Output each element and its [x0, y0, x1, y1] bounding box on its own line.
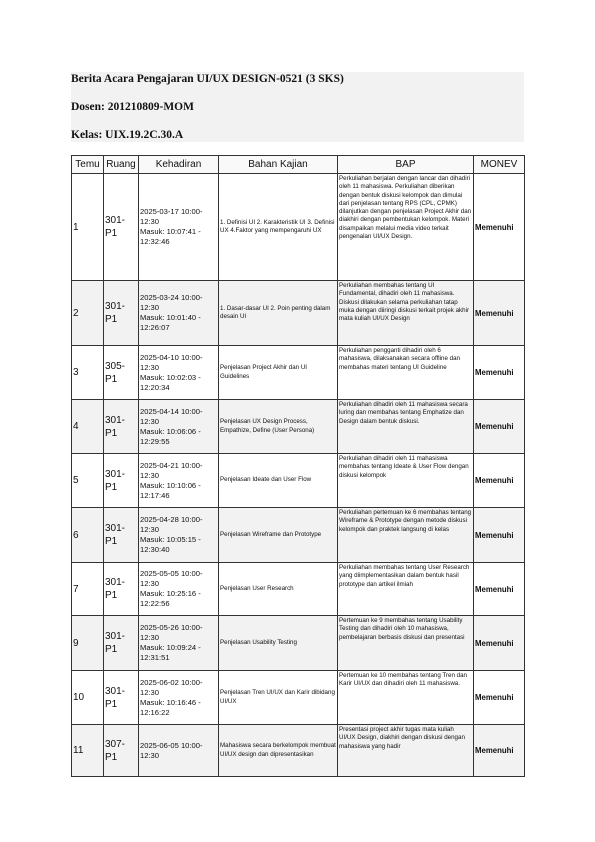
document-title: Berita Acara Pengajaran UI/UX DESIGN-0521 (3 SKS) — [71, 73, 344, 85]
cell-temu: 6 — [72, 508, 104, 563]
cell-ruang: 301-P1 — [104, 281, 139, 346]
schedule-time: 2025-03-24 10:00-12:30 — [140, 293, 203, 312]
cell-bahan-kajian: Mahasiswa secara berkelompok membuat UI/UX design dan dipresentasikan — [219, 725, 338, 777]
cell-kehadiran — [139, 563, 219, 616]
cell-monev: Memenuhi — [474, 563, 525, 616]
cell-bahan-kajian: Penjelasan Usability Testing — [219, 616, 338, 671]
schedule-time: 2025-05-05 10:00-12:30 — [140, 569, 203, 588]
cell-kehadiran — [139, 725, 219, 777]
cell-kehadiran — [139, 508, 219, 563]
check-in-time: Masuk: 10:25:16 - 12:22:56 — [140, 589, 201, 608]
column-header-ruang: Ruang — [104, 156, 139, 174]
cell-temu: 5 — [72, 454, 104, 508]
cell-monev: Memenuhi — [474, 671, 525, 725]
check-in-time: Masuk: 10:10:06 - 12:17:46 — [140, 480, 201, 500]
column-header-temu: Temu — [72, 156, 104, 174]
cell-kehadiran — [139, 174, 219, 281]
cell-bahan-kajian: Penjelasan Project Akhir dan UI Guidelines — [219, 346, 338, 400]
table-row — [72, 346, 525, 400]
cell-ruang: 307-P1 — [104, 725, 139, 777]
cell-ruang: 301-P1 — [104, 563, 139, 616]
table-header-row — [72, 156, 525, 174]
cell-kehadiran — [139, 281, 219, 346]
check-in-time: Masuk: 10:07:41 - 12:32:46 — [140, 227, 201, 246]
cell-bahan-kajian: Penjelasan Ideate dan User Flow — [219, 454, 338, 508]
cell-monev: Memenuhi — [474, 616, 525, 671]
cell-ruang: 301-P1 — [104, 454, 139, 508]
cell-bap: Perkuliahan dihadiri oleh 11 mahasiswa membahas tentang Ideate & User Flow dengan diskusi kelompok — [338, 454, 474, 508]
cell-ruang: 301-P1 — [104, 174, 139, 281]
check-in-time: Masuk: 10:02:03 - 12:20:34 — [140, 372, 201, 392]
cell-kehadiran — [139, 400, 219, 454]
cell-kehadiran — [139, 454, 219, 508]
table-row — [72, 563, 525, 616]
cell-bap: Perkuliahan dihadiri oleh 11 mahasiswa secara luring dan membahas tentang Emphatize dan Design dalam bentuk diskusi. — [338, 400, 474, 454]
schedule-time: 2025-03-17 10:00-12:30 — [140, 207, 203, 226]
schedule-time: 2025-06-05 10:00-12:30 — [140, 740, 203, 760]
check-in-time: Masuk: 10:05:15 - 12:30:40 — [140, 535, 201, 554]
cell-monev: Memenuhi — [474, 400, 525, 454]
check-in-time: Masuk: 10:01:40 - 12:26:07 — [140, 313, 201, 332]
cell-monev: Memenuhi — [474, 346, 525, 400]
cell-bahan-kajian: 1. Definisi UI 2. Karakteristik UI 3. Definisi UX 4.Faktor yang mempengaruhi UX — [219, 174, 338, 281]
cell-temu: 3 — [72, 346, 104, 400]
lecturer-line: Dosen: 201210809-MOM — [71, 101, 194, 113]
schedule-time: 2025-04-10 10:00-12:30 — [140, 352, 203, 372]
cell-bahan-kajian: Penjelasan Wireframe dan Prototype — [219, 508, 338, 563]
table-row — [72, 281, 525, 346]
cell-bap: Pertemuan ke 10 membahas tentang Tren dan Karir UI/UX dan dihadiri oleh 11 mahasiswa. — [338, 671, 474, 725]
check-in-time: Masuk: 10:06:06 - 12:29:55 — [140, 426, 201, 446]
cell-bahan-kajian: Penjelasan UX Design Process, Empathize, Define (User Persona) — [219, 400, 338, 454]
cell-bap: Pertemuan ke 9 membahas tentang Usability Testing dan dihadiri oleh 10 mahasiswa, pembelajaran berbasis diskusi dan presentasi — [338, 616, 474, 671]
column-header-bap: BAP — [338, 156, 474, 174]
cell-temu: 11 — [72, 725, 104, 777]
cell-ruang: 305-P1 — [104, 346, 139, 400]
cell-bahan-kajian: Penjelasan User Research — [219, 563, 338, 616]
cell-temu: 2 — [72, 281, 104, 346]
cell-ruang: 301-P1 — [104, 508, 139, 563]
table-row — [72, 400, 525, 454]
cell-bap: Perkuliahan berjalan dengan lancar dan dihadiri oleh 11 mahasiswa. Perkuliahan diberikan dengan bentuk diskusi kelompok dan dimulai dari penjelasan tentang RPS (CPL, CPMK) dilanjutkan dengan penjelasan Project Akhir dan diakhiri dengan pembentukan kelompok. Materi disampaikan melalui media video terkait pengenalan UI/UX Design. — [338, 174, 474, 281]
column-header-bahan-kajian: Bahan Kajian — [219, 156, 338, 174]
cell-ruang: 301-P1 — [104, 671, 139, 725]
column-header-monev: MONEV — [474, 156, 525, 174]
cell-temu: 9 — [72, 616, 104, 671]
schedule-time: 2025-04-28 10:00-12:30 — [140, 515, 203, 534]
cell-bap: Presentasi project akhir tugas mata kuliah UI/UX Design, diakhiri dengan diskusi dengan mahasiswa yang hadir — [338, 725, 474, 777]
check-in-time: Masuk: 10:16:46 - 12:16:22 — [140, 697, 201, 717]
document-header — [71, 72, 524, 142]
schedule-time: 2025-04-14 10:00-12:30 — [140, 406, 203, 426]
schedule-time: 2025-06-02 10:00-12:30 — [140, 677, 203, 697]
cell-ruang: 301-P1 — [104, 616, 139, 671]
cell-bahan-kajian: Penjelasan Tren UI/UX dan Karir dibidang UI/UX — [219, 671, 338, 725]
column-header-kehadiran: Kehadiran — [139, 156, 219, 174]
cell-temu: 4 — [72, 400, 104, 454]
check-in-time: Masuk: 10:09:24 - 12:31:51 — [140, 643, 201, 662]
cell-temu: 7 — [72, 563, 104, 616]
cell-bahan-kajian: 1. Dasar-dasar UI 2. Poin penting dalam desain UI — [219, 281, 338, 346]
teaching-record-table — [71, 155, 525, 777]
cell-kehadiran — [139, 671, 219, 725]
cell-monev: Memenuhi — [474, 281, 525, 346]
cell-monev: Memenuhi — [474, 174, 525, 281]
cell-temu: 1 — [72, 174, 104, 281]
cell-kehadiran — [139, 616, 219, 671]
class-line: Kelas: UIX.19.2C.30.A — [71, 129, 184, 141]
cell-bap: Perkuliahan membahas tentang UI Fundamental, dihadiri oleh 11 mahasiswa. Diskusi dilakukan selama perkuliahan tatap muka dengan diiringi diskusi terkait projek akhir mata kuliah UI/UX Design — [338, 281, 474, 346]
cell-bap: Perkuliahan membahas tentang User Research yang diimplementasikan dalam bentuk hasil prototype dan artikel ilmiah — [338, 563, 474, 616]
cell-bap: Perkuliahan pertemuan ke 6 membahas tentang Wireframe & Prototype dengan metode diskusi kelompok dan praktek langsung di kelas — [338, 508, 474, 563]
cell-monev: Memenuhi — [474, 725, 525, 777]
cell-monev: Memenuhi — [474, 454, 525, 508]
table-row — [72, 174, 525, 281]
schedule-time: 2025-04-21 10:00-12:30 — [140, 460, 203, 480]
table-row — [72, 616, 525, 671]
schedule-time: 2025-05-26 10:00-12:30 — [140, 623, 203, 642]
table-row — [72, 725, 525, 777]
cell-kehadiran — [139, 346, 219, 400]
table-row — [72, 671, 525, 725]
cell-temu: 10 — [72, 671, 104, 725]
cell-bap: Perkuliahan pengganti dihadiri oleh 6 mahasiswa, dilaksanakan secara offline dan membahas materi tentang UI Guideline — [338, 346, 474, 400]
cell-ruang: 301-P1 — [104, 400, 139, 454]
table-row — [72, 454, 525, 508]
cell-monev: Memenuhi — [474, 508, 525, 563]
table-row — [72, 508, 525, 563]
